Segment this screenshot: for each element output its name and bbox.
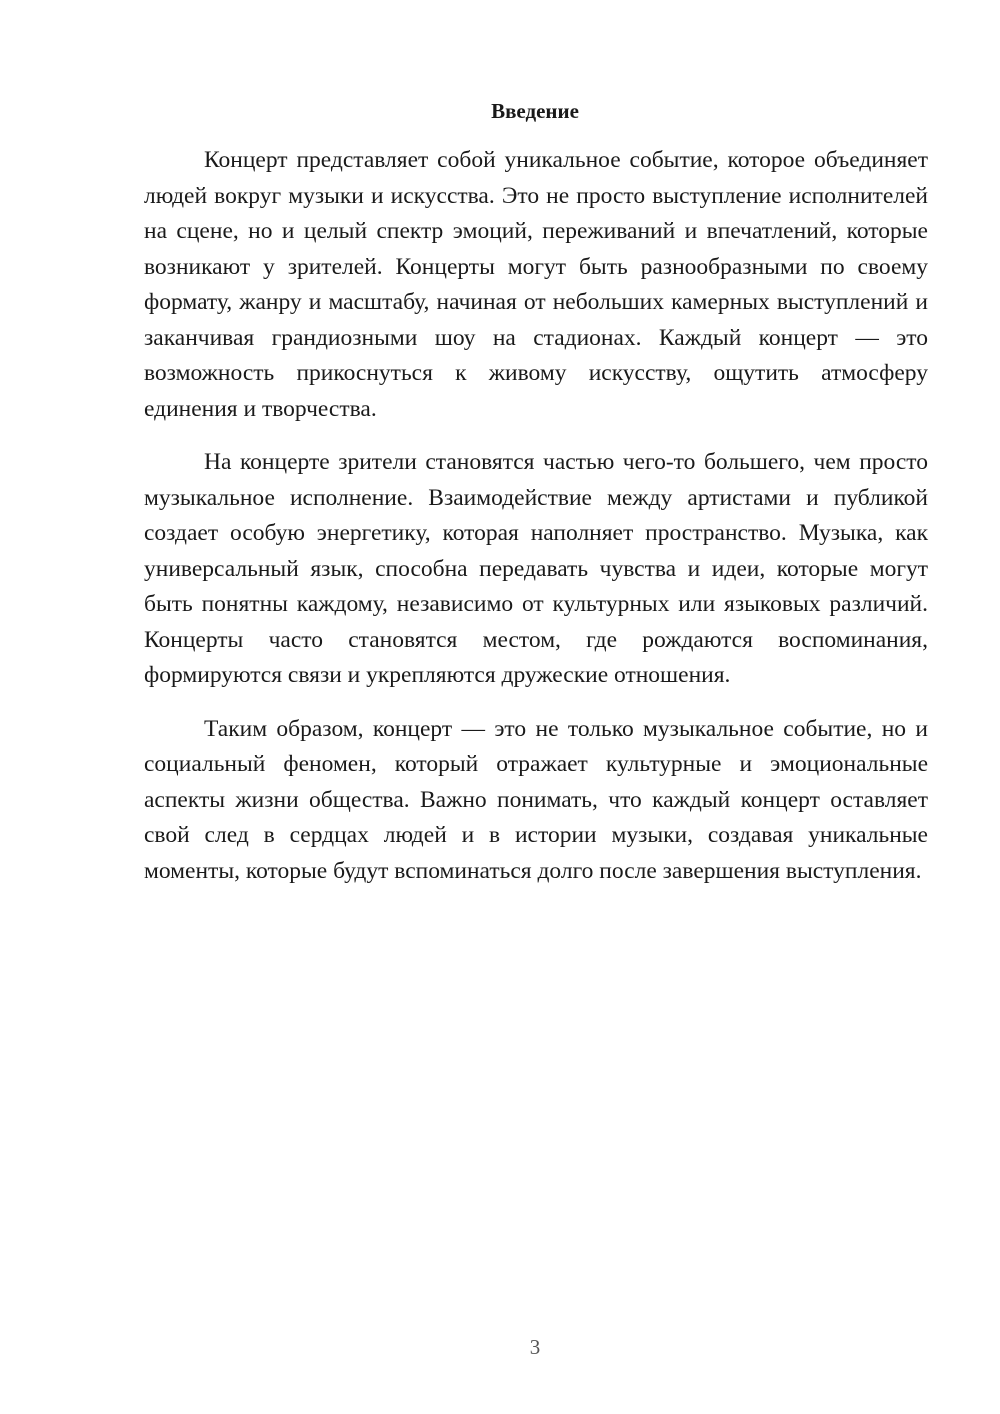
page-number: 3 <box>529 1335 541 1359</box>
paragraph-3: Таким образом, концерт — это не только музыкальное событие, но и социальный феномен, который отражает культурные и эмоциональные аспекты жизни общества. Важно понимать, что каждый концерт оставляет свой след в сердцах людей и в истории музыки, создавая уникальные моменты, которые будут вспоминаться долго после завершения выступления. <box>144 715 928 884</box>
section-heading: Введение <box>491 99 579 123</box>
paragraph-1: Концерт представляет собой уникальное событие, которое объединяет людей вокруг музыки и искусства. Это не просто выступление исполнителей на сцене, но и целый спектр эмоций, переживаний и впечатлений, которые возникают у зрителей. Концерты могут быть разнообразными по своему формату, жанру и масштабу, начиная от небольших камерных выступлений и заканчивая грандиозными шоу на стадионах. Каждый концерт — это возможность прикоснуться к живому искусству, ощутить атмосферу единения и творчества. <box>144 147 928 422</box>
paragraph-2: На концерте зрители становятся частью чего-то большего, чем просто музыкальное исполнение. Взаимодействие между артистами и публикой создает особую энергетику, которая наполняет пространство. Музыка, как универсальный язык, способна передавать чувства и идеи, которые могут быть понятны каждому, независимо от культурных или языковых различий. Концерты часто становятся местом, где рождаются воспоминания, формируются связи и укрепляются дружеские отношения. <box>144 449 928 688</box>
body-text <box>144 143 928 889</box>
